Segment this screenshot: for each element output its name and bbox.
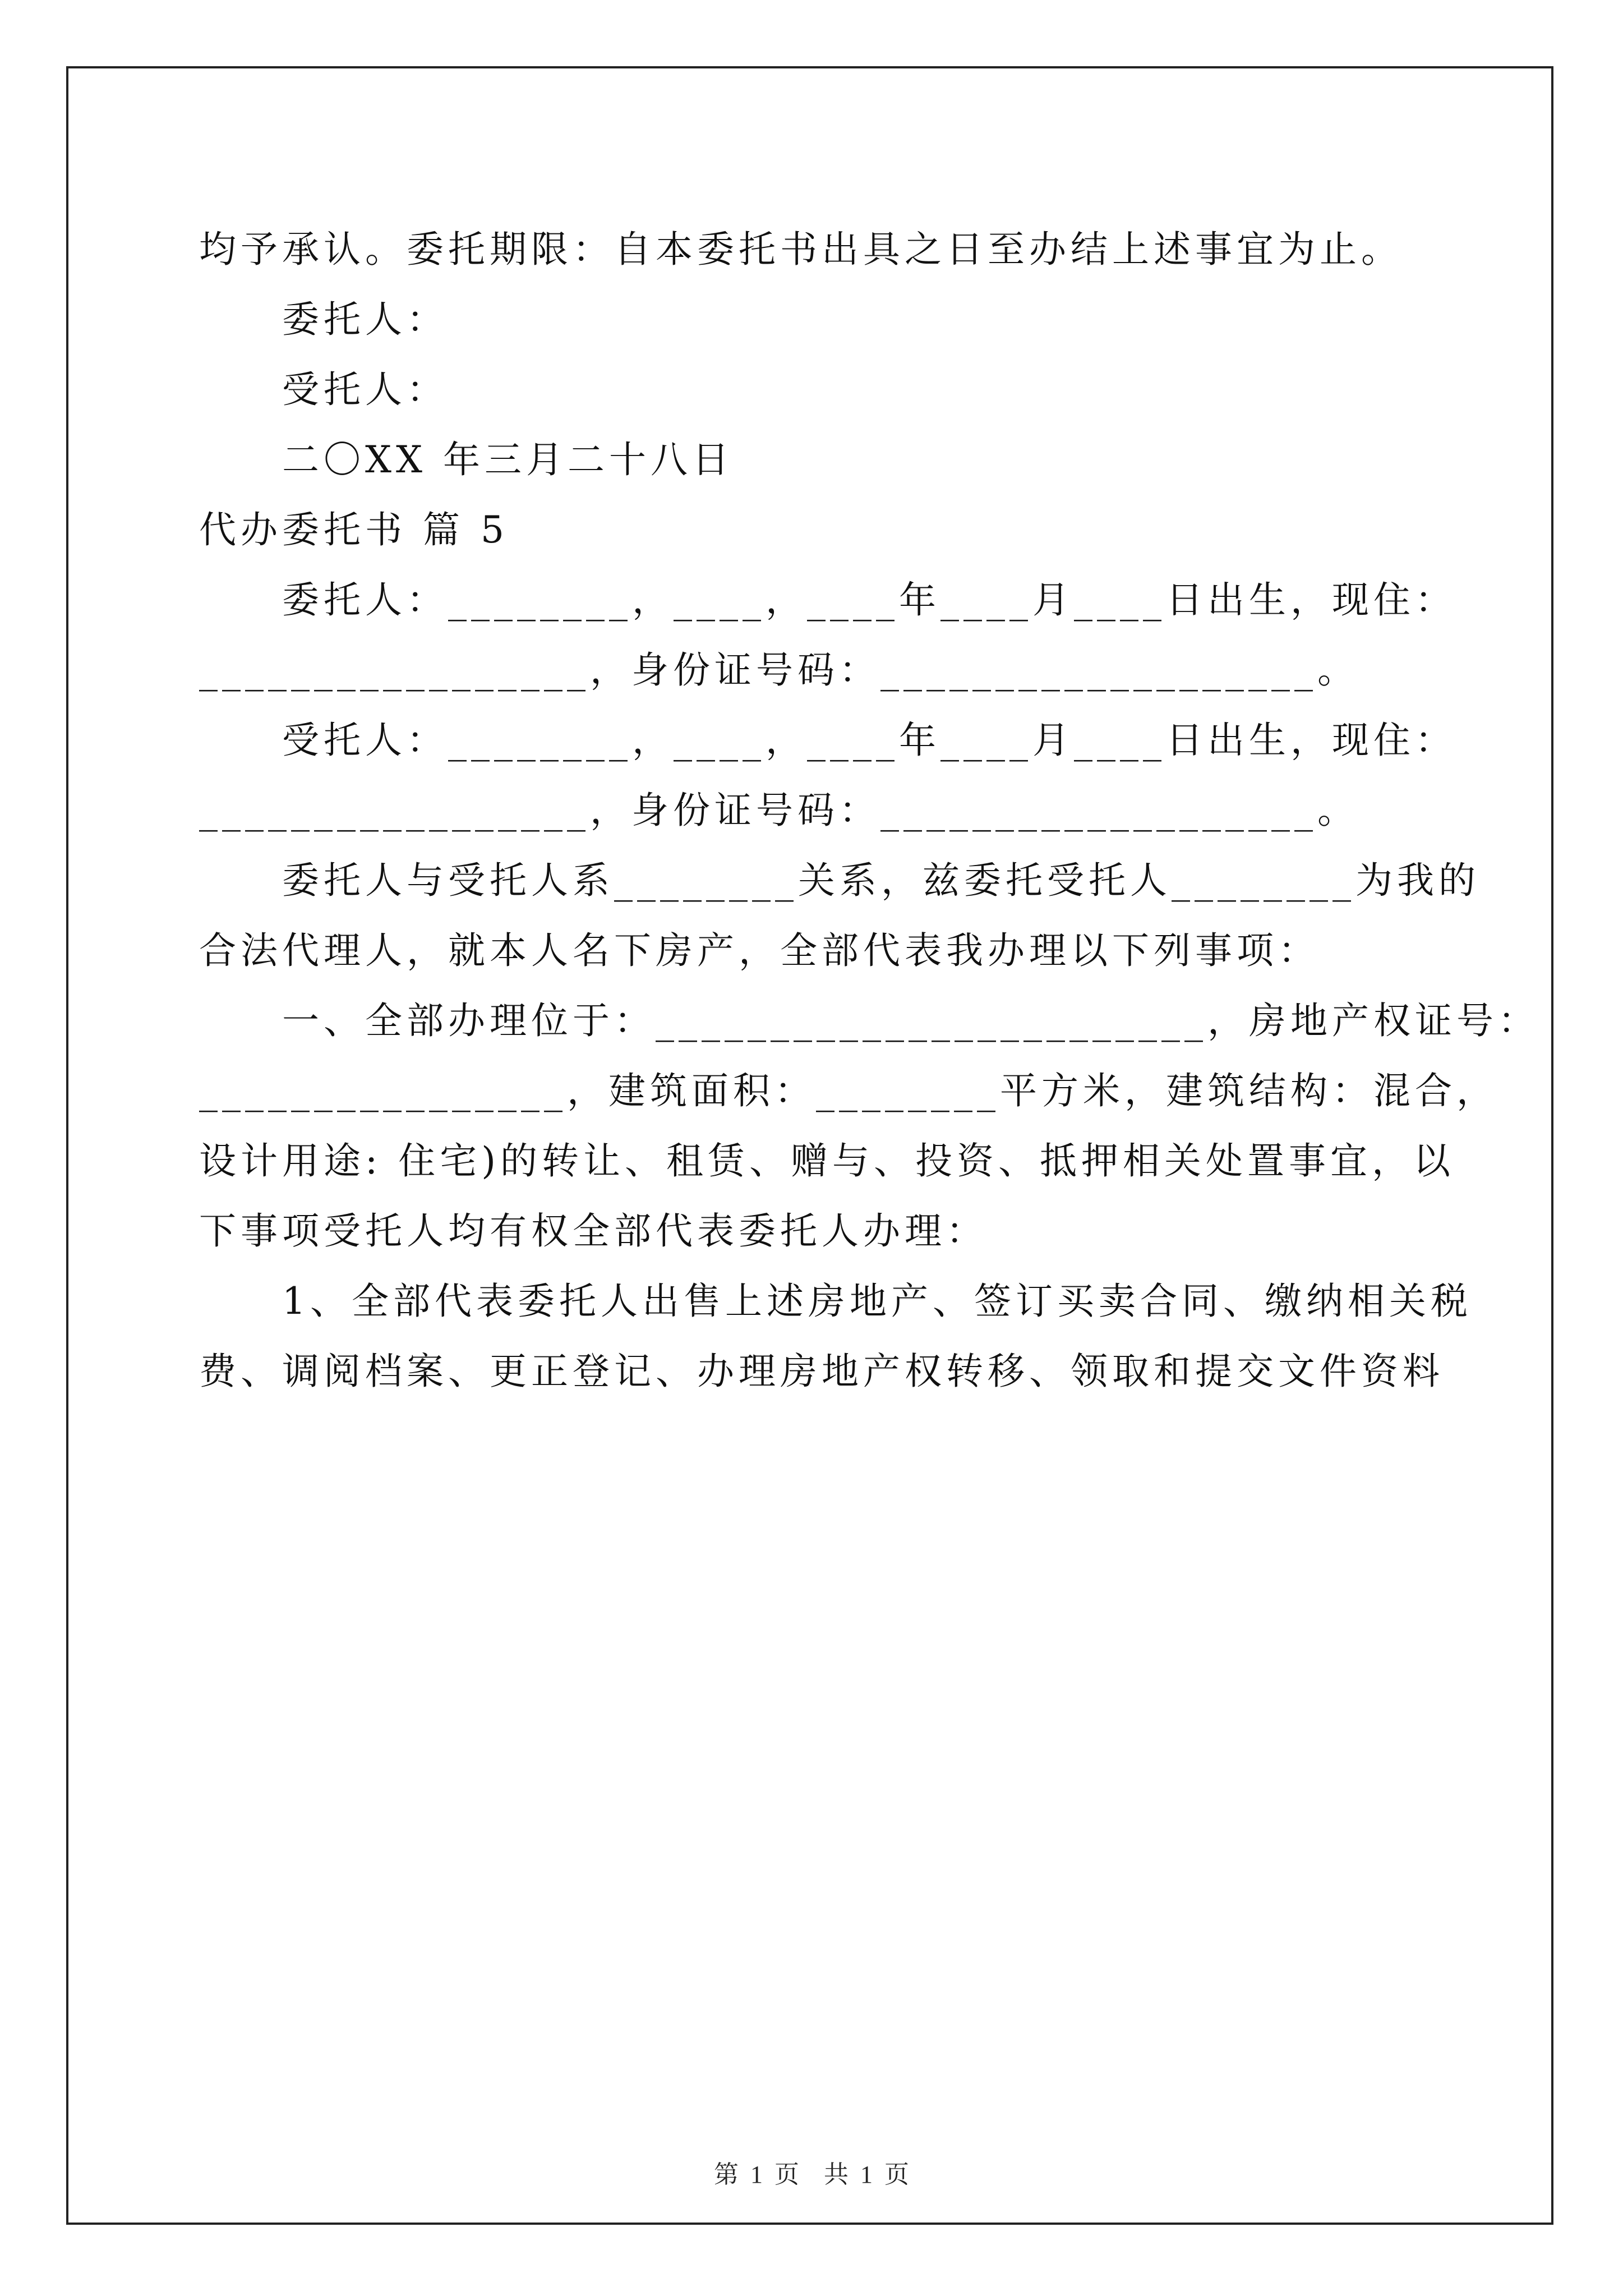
- principal-info-line: 委托人：________，____，____年____月____日出生，现住：: [282, 578, 1456, 622]
- section-heading: 代办委托书 篇 5: [199, 508, 509, 551]
- agent-id-line: _________________，身份证号码：___________________。: [199, 789, 1359, 832]
- paragraph-line: 合法代理人，就本人名下房产，全部代表我办理以下列事项：: [199, 929, 1320, 972]
- paragraph-line: 均予承认。委托期限：自本委托书出具之日至办结上述事宜为止。: [199, 228, 1403, 271]
- paragraph-line: 设计用途: 住宅)的转让、租赁、赠与、投资、抵押相关处置事宜，以: [199, 1139, 1455, 1182]
- paragraph-line: 费、调阅档案、更正登记、办理房地产权转移、领取和提交文件资料: [199, 1350, 1444, 1393]
- paragraph-line: ________________，建筑面积：________平方米，建筑结构：混合，: [199, 1069, 1498, 1112]
- date-line: 二〇XX 年三月二十八日: [282, 438, 734, 481]
- paragraph-line: 委托人与受托人系________关系，兹委托受托人________为我的: [282, 859, 1480, 902]
- paragraph-line: 一、全部办理位于：________________________，房地产权证号：: [282, 999, 1539, 1042]
- page-footer: 第 1 页 共 1 页: [714, 2161, 909, 2188]
- paragraph-line: 1、全部代表委托人出售上述房地产、签订买卖合同、缴纳相关税: [282, 1280, 1472, 1323]
- paragraph-line: 下事项受托人均有权全部代表委托人办理：: [199, 1209, 988, 1253]
- agent-signature-label: 受托人：: [282, 368, 448, 411]
- principal-signature-label: 委托人：: [282, 298, 448, 341]
- principal-id-line: _________________，身份证号码：___________________。: [199, 648, 1359, 692]
- agent-info-line: 受托人：________，____，____年____月____日出生，现住：: [282, 719, 1456, 762]
